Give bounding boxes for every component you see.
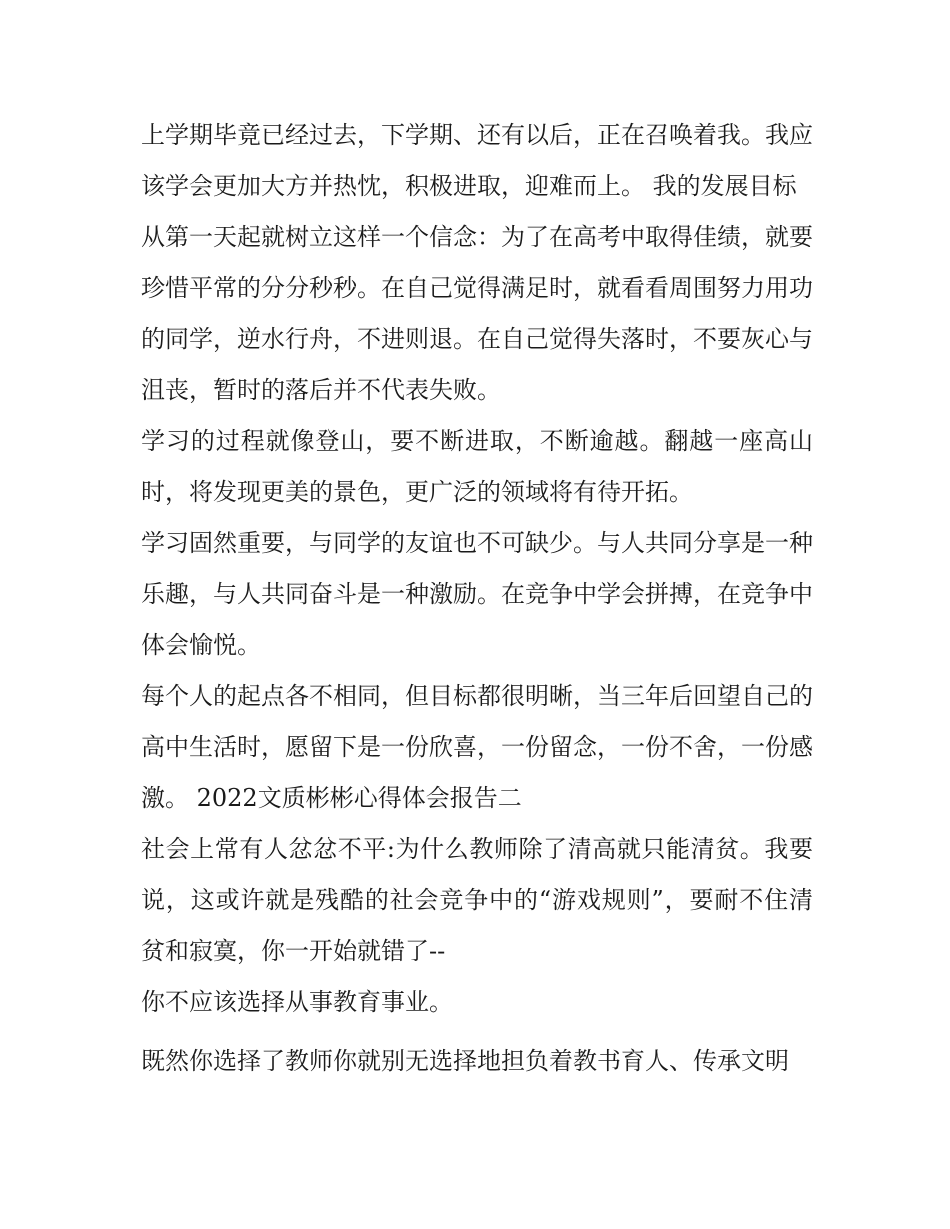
paragraph-6: 社会上常有人忿忿不平:为什么教师除了清高就只能清贫。我要说，这或许就是残酷的社会竞争中的“游戏规则”，要耐不住清贫和寂寞，你一开始就错了-- xyxy=(141,835,813,965)
paragraph-7: 你不应该选择从事教育事业。 xyxy=(141,988,453,1016)
paragraph-1: 上学期毕竟已经过去，下学期、还有以后，正在召唤着我。我应该学会更加大方并热忱，积极进取，迎难而上。 我的发展目标 xyxy=(141,121,813,200)
paragraph-5: 每个人的起点各不相同，但目标都很明晰，当三年后回望自己的高中生活时，愿留下是一份欣喜，一份留念，一份不舍，一份感激。 2022文质彬彬心得体会报告二 xyxy=(141,682,813,812)
paragraph-8: 既然你选择了教师你就别无选择地担负着教书育人、传承文明 xyxy=(141,1047,789,1075)
paragraph-4: 学习固然重要，与同学的友谊也不可缺少。与人共同分享是一种乐趣，与人共同奋斗是一种激励。在竞争中学会拼搏，在竞争中体会愉悦。 xyxy=(141,529,813,659)
document-body xyxy=(141,110,813,1087)
paragraph-2: 从第一天起就树立这样一个信念：为了在高考中取得佳绩，就要珍惜平常的分分秒秒。在自己觉得满足时，就看看周围努力用功的同学，逆水行舟，不进则退。在自己觉得失落时，不要灰心与沮丧，暂时的落后并不代表失败。 xyxy=(141,223,813,404)
paragraph-3: 学习的过程就像登山，要不断进取，不断逾越。翻越一座高山时，将发现更美的景色，更广泛的领域将有待开拓。 xyxy=(141,427,813,506)
